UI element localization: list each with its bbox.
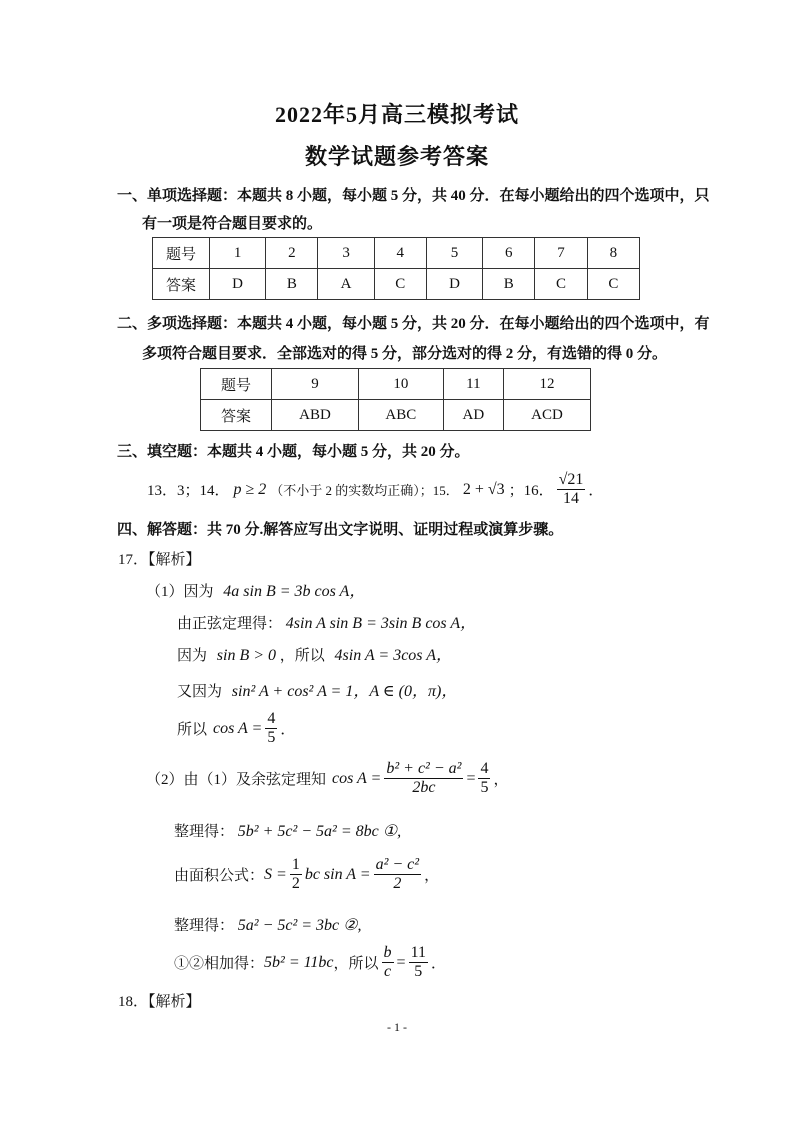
solution-text: 所以 [177, 722, 208, 738]
answer-15-expression: 2 + √3 [462, 480, 505, 498]
equation: 5b² = 11bc [264, 953, 334, 971]
solution-line [174, 914, 362, 935]
section2-intro: 二、多项选择题：本题共 4 小题，每小题 5 分，共 20 分．在每小题给出的四个选项中，有 [117, 316, 710, 332]
section3-intro: 三、填空题：本题共 4 小题，每小题 5 分，共 20 分。 [117, 444, 470, 460]
solution-line [177, 678, 457, 701]
section4-intro: 四、解答题：共 70 分.解答应写出文字说明、证明过程或演算步骤。 [117, 522, 564, 538]
question-number: 2 [266, 238, 318, 269]
fraction-numerator: 11 [410, 944, 426, 961]
page-number: - 1 - [387, 1020, 407, 1034]
question-17-label: 17．【解析】 [118, 552, 201, 568]
table-header-cell: 题号 [201, 369, 272, 400]
solution-text: ①②相加得： [174, 956, 265, 972]
equation: S = [264, 865, 287, 883]
fraction-numerator: √21 [558, 471, 584, 488]
solution-text: 由面积公式： [174, 868, 265, 884]
fraction-denominator: 14 [563, 490, 580, 507]
table-header-cell: 题号 [153, 238, 210, 269]
question-number: 12 [504, 369, 591, 400]
question-number: 1 [210, 238, 266, 269]
fraction [265, 710, 277, 747]
question-number: 11 [443, 369, 503, 400]
solution-text: 又因为 [177, 684, 223, 700]
question-number: 5 [426, 238, 482, 269]
solution-line [174, 856, 439, 893]
solution-text: （2）由（1）及余弦定理知 [146, 772, 327, 788]
solution-line [177, 710, 295, 747]
fraction [382, 944, 394, 981]
section1-intro-cont: 有一项是符合题目要求的。 [142, 216, 323, 232]
fraction-denominator: 5 [414, 963, 423, 980]
solution-text: 由正弦定理得： [177, 616, 283, 632]
equation: cos A = [213, 719, 263, 737]
fraction [384, 760, 463, 797]
solution-line [146, 578, 365, 601]
solution-line [174, 820, 401, 841]
table-row [153, 269, 640, 300]
equation: sin B > 0 [216, 647, 277, 664]
table-header-cell: 答案 [153, 269, 210, 300]
answer-cell: ABC [358, 400, 443, 431]
solution-text: ， [424, 868, 440, 884]
answer-cell: B [266, 269, 318, 300]
fill-in-answers [147, 471, 603, 508]
answer-cell: B [483, 269, 535, 300]
question-number: 6 [483, 238, 535, 269]
solution-line [174, 944, 446, 981]
fraction-numerator: b² + c² − a² [386, 760, 462, 777]
equation: sin² A + cos² A = 1，A ∈ (0，π)， [231, 683, 458, 700]
fraction-numerator: a² − c² [375, 856, 420, 873]
fraction-denominator: 2 [291, 875, 300, 892]
solution-text: ， [493, 772, 509, 788]
section2-intro-cont: 多项符合题目要求．全部选对的得 5 分，部分选对的得 2 分，有选错的得 0 分。 [142, 346, 668, 362]
section2-answer-table [200, 368, 591, 431]
answer-cell: ACD [504, 400, 591, 431]
equation: cos A = [332, 769, 382, 787]
equation: 5a² − 5c² = 3bc ②, [237, 917, 362, 934]
fraction-numerator: b [383, 944, 392, 961]
solution-line [177, 610, 476, 633]
fraction-numerator: 4 [480, 760, 489, 777]
fraction [374, 856, 422, 893]
answer-16-end: ． [588, 483, 604, 499]
answer-14-note: （不小于 2 的实数均正确）；15． [270, 483, 459, 498]
equation: bc sin A = [304, 865, 371, 883]
solution-line [177, 642, 452, 665]
fraction [478, 760, 490, 797]
equation: 4sin A sin B = 3sin B cos A， [285, 615, 477, 632]
question-18-label: 18．【解析】 [118, 994, 201, 1010]
fraction-numerator: 1 [291, 856, 300, 873]
answer-16-label: ；16． [508, 483, 554, 499]
page-title: 2022年5月高三模拟考试 [274, 102, 519, 127]
fraction [290, 856, 302, 893]
table-row [153, 238, 640, 269]
equation: 5b² + 5c² − 5a² = 8bc ①, [237, 823, 402, 840]
answer-cell: AD [443, 400, 503, 431]
equation: 4sin A = 3cos A， [334, 647, 453, 664]
answer-14-expression: p ≥ 2 [233, 480, 267, 498]
solution-line [146, 760, 508, 797]
fraction-denominator: 5 [480, 779, 489, 796]
table-header-cell: 答案 [201, 400, 272, 431]
solution-text: 整理得： [174, 824, 235, 840]
solution-text: ，所以 [333, 956, 379, 972]
answer-cell: D [210, 269, 266, 300]
solution-text: 整理得： [174, 918, 235, 934]
solution-text: ，所以 [279, 648, 325, 664]
answer-cell: ABD [272, 400, 359, 431]
fraction-denominator: 2 [393, 875, 402, 892]
equation: = [396, 953, 406, 971]
answer-cell: C [587, 269, 639, 300]
fraction [409, 944, 428, 981]
answer-cell: D [426, 269, 482, 300]
question-number: 10 [358, 369, 443, 400]
page-subtitle: 数学试题参考答案 [304, 144, 489, 169]
section1-answer-table [152, 237, 640, 300]
solution-text: ． [430, 956, 446, 972]
equation: = [466, 769, 476, 787]
answer-13-14-label: 13．3；14． [147, 483, 230, 499]
fraction-denominator: 2bc [412, 779, 436, 796]
answer-cell: C [374, 269, 426, 300]
answer-cell: A [318, 269, 374, 300]
answer-cell: C [535, 269, 587, 300]
solution-text: ． [280, 722, 296, 738]
table-row [201, 369, 591, 400]
question-number: 7 [535, 238, 587, 269]
answer-16-fraction [557, 471, 586, 508]
question-number: 3 [318, 238, 374, 269]
question-number: 8 [587, 238, 639, 269]
solution-text: 因为 [177, 648, 208, 664]
section1-intro: 一、单项选择题：本题共 8 小题，每小题 5 分，共 40 分．在每小题给出的四个选项中，只 [117, 188, 710, 204]
fraction-denominator: 5 [267, 729, 276, 746]
fraction-numerator: 4 [267, 710, 276, 727]
question-number: 9 [272, 369, 359, 400]
equation: 4a sin B = 3b cos A， [223, 583, 366, 600]
table-row [201, 400, 591, 431]
question-number: 4 [374, 238, 426, 269]
solution-text: （1）因为 [146, 584, 214, 600]
fraction-denominator: c [383, 963, 392, 980]
